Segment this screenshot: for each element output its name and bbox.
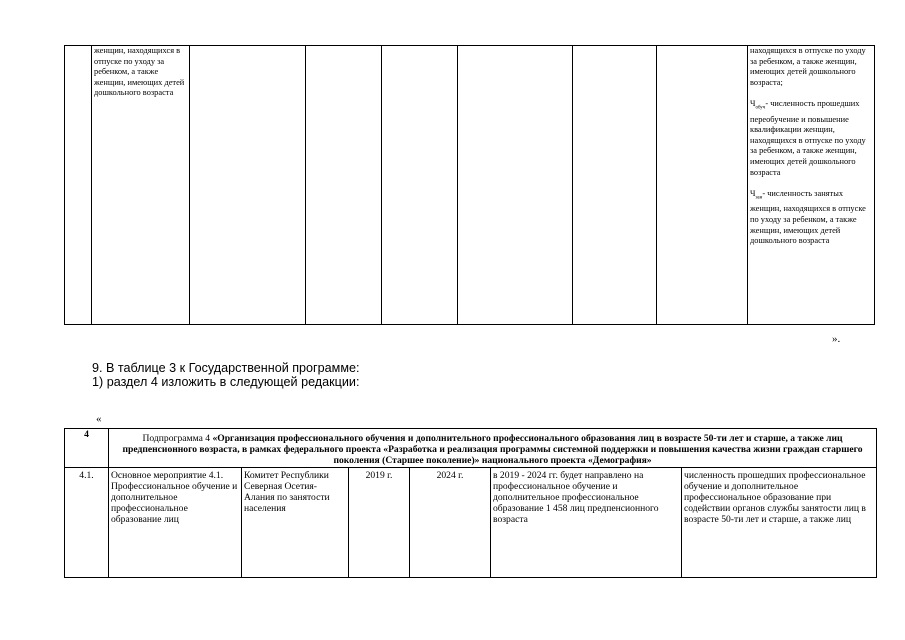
closing-quote: ».	[832, 333, 841, 345]
table-cell	[306, 46, 382, 325]
table-row	[65, 467, 877, 577]
indicator: численность прошедших профессиональное обучение и дополнительное профессиональное образование при содействии органов службы занятости лиц в возрасте 50-ти лет и старше, а также лиц	[682, 467, 877, 577]
table-cell	[573, 46, 657, 325]
continued-table	[64, 45, 875, 325]
table-cell	[65, 46, 92, 325]
table-cell	[190, 46, 306, 325]
executor: Комитет Республики Северная Осетия-Алания по занятости населения	[242, 467, 349, 577]
formula-cell	[748, 46, 875, 325]
section-header: Подпрограмма 4 «Организация профессионального обучения и дополнительного профессионального образования лиц в возрасте 50-ти лет и старше, а также лиц предпенсионного возраста, в рамках федерального проекта «Разработка и реализация программы системной поддержки и повышения качества жизни граждан старшего поколения (Старшее поколение)» национального проекта «Демография»	[109, 429, 877, 468]
opening-quote: «	[96, 413, 102, 425]
formula-definition: $Ч_{зан}-$ численность занятых женщин, находящихся в отпуске по уходу за ребенком, а также женщин, имеющих детей дошкольного возраста	[750, 189, 866, 246]
table-cell	[92, 46, 190, 325]
row-number: 4.1.	[65, 467, 109, 577]
formula-definition: $Ч_{обуч}-$ численность прошедших переобучение и повышение квалификации женщин, находящихся в отпуске по уходу за ребенком, а также женщин, имеющих детей дошкольного возраста	[750, 99, 866, 177]
paragraph-1: 1) раздел 4 изложить в следующей редакции:	[92, 375, 360, 389]
table-cell	[458, 46, 573, 325]
table-cell	[657, 46, 748, 325]
section-table	[64, 428, 877, 578]
table-header-row	[65, 429, 877, 468]
section-number: 4	[65, 429, 109, 468]
end-year: 2024 г.	[410, 467, 491, 577]
formula-text: находящихся в отпуске по уходу за ребенком, а также женщин, имеющих детей дошкольного возраста;	[750, 46, 866, 87]
table-row	[65, 46, 875, 325]
paragraph-9: 9. В таблице 3 к Государственной программе:	[92, 361, 360, 375]
activity-name: Основное мероприятие 4.1. Профессиональное обучение и дополнительное профессиональное образование лиц	[109, 467, 242, 577]
table-cell	[382, 46, 458, 325]
start-year: 2019 г.	[349, 467, 410, 577]
expected-result: в 2019 - 2024 гг. будет направлено на профессиональное обучение и дополнительное профессиональное образование 1 458 лиц предпенсионного возраста	[491, 467, 682, 577]
cell-text: женщин, находящихся в отпуске по уходу за ребенком, а также женщин, имеющих детей дошкольного возраста	[94, 46, 185, 98]
